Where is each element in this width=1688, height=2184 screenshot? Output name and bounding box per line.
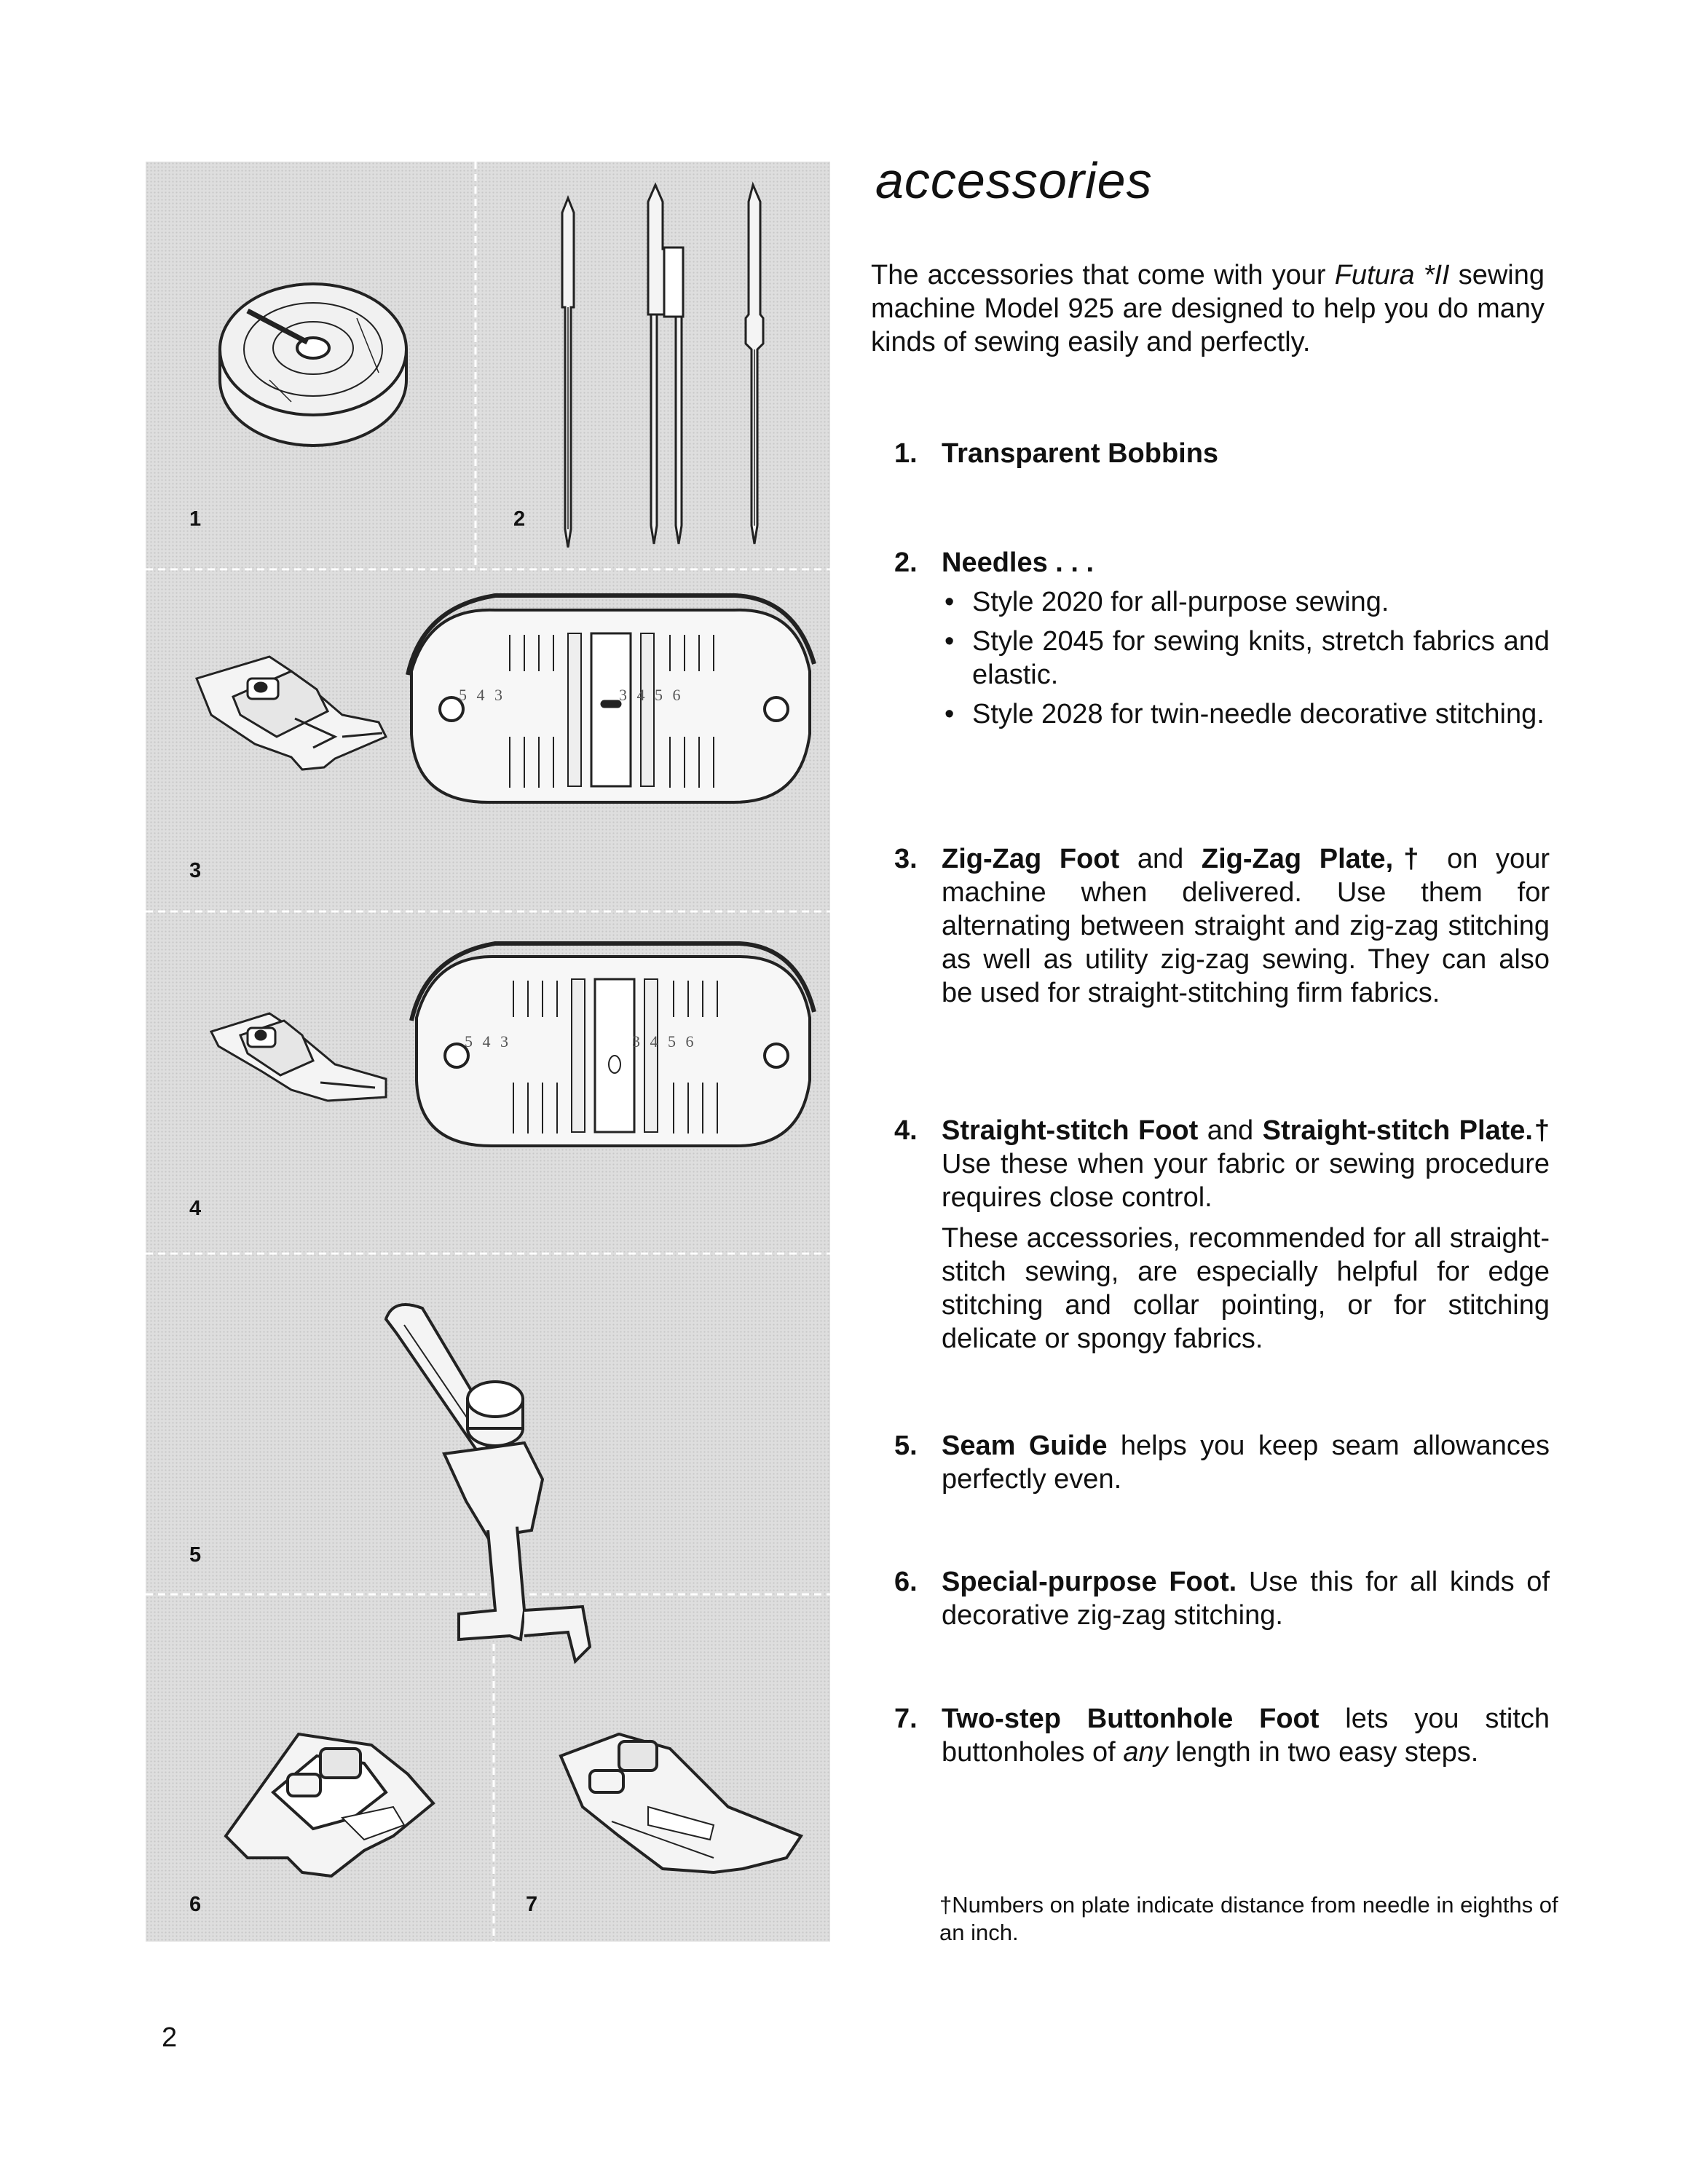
- accessory-item-7: 7. Two-step Buttonhole Foot lets you stitch buttonholes of any length in two easy steps.: [894, 1704, 1550, 1768]
- straight-stitch-plate-left-markings: 5 4 3: [465, 1032, 511, 1051]
- footnote: †Numbers on plate indicate distance from needle in eighths of an inch.: [939, 1892, 1558, 1945]
- straight-stitch-plate-right-markings: 3 4 5 6: [632, 1032, 697, 1051]
- item-title: Needles . . .: [942, 547, 1095, 578]
- figure-label-2: 2: [513, 507, 526, 531]
- accessory-item-1: [894, 437, 1550, 470]
- item-number: 1.: [894, 438, 918, 469]
- accessory-item-4: 4. Straight-stitch Foot and Straight-stitch Plate.† Use these when your fabric or sewing procedure requires close control. These accessories, recommended for all straight-stitch sewing, are especially helpful for edge stitching and collar pointing, or for stitching delicate or spongy fabrics.: [894, 1115, 1550, 1354]
- intro-brand-mark: *II: [1423, 260, 1450, 290]
- page-number: 2: [162, 2022, 178, 2053]
- buttonhole-foot-illustration: [561, 1734, 801, 1872]
- intro-brand-name: Futura: [1334, 260, 1415, 290]
- needle-style-list: [942, 585, 1550, 731]
- zig-zag-plate-right-markings: 3 4 5 6: [619, 686, 684, 704]
- accessories-illustration-panel: [146, 162, 830, 1942]
- intro-paragraph: [871, 258, 1545, 359]
- intro-text-before: The accessories that come with your: [871, 260, 1335, 290]
- straight-stitch-foot-illustration: [211, 1013, 386, 1101]
- list-item: • Style 2045 for sewing knits, stretch fabrics and elastic.: [944, 626, 1550, 690]
- item-number: 4.: [894, 1115, 918, 1146]
- zig-zag-plate-left-markings: 5 4 3: [459, 686, 505, 704]
- page-title: accessories: [875, 152, 1153, 209]
- accessory-item-5: 5. Seam Guide helps you keep seam allowances perfectly even.: [894, 1431, 1550, 1495]
- needles-illustration: [562, 185, 763, 547]
- special-purpose-foot-illustration: [226, 1734, 433, 1876]
- figure-label-6: 6: [189, 1893, 202, 1916]
- item-number: 6.: [894, 1567, 918, 1597]
- zig-zag-foot-illustration: [197, 657, 386, 769]
- list-item: • Style 2028 for twin-needle decorative stitching.: [944, 699, 1545, 729]
- item-number: 7.: [894, 1704, 918, 1734]
- accessory-item-3: 3. Zig-Zag Foot and Zig-Zag Plate,† on your machine when delivered. Use them for alternating between straight and zig-zag stitching as well as utility zig-zag sewing. They can also be used for straight-stitching firm fabrics.: [894, 844, 1550, 1008]
- figure-label-1: 1: [189, 507, 202, 531]
- figure-label-4: 4: [189, 1197, 202, 1220]
- list-item: • Style 2020 for all-purpose sewing.: [944, 587, 1389, 617]
- seam-guide-illustration: [386, 1305, 590, 1661]
- item-title: Transparent Bobbins: [942, 438, 1219, 469]
- intro-text-after: sewing machine Model 925 are designed to help you do many kinds of sewing easily and perfectly.: [871, 260, 1545, 357]
- item-number: 3.: [894, 844, 918, 874]
- item-number: 5.: [894, 1431, 918, 1461]
- accessory-item-6: 6. Special-purpose Foot. Use this for all kinds of decorative zig-zag stitching.: [894, 1567, 1550, 1631]
- figure-label-5: 5: [189, 1543, 202, 1567]
- figure-label-3: 3: [189, 859, 202, 882]
- item-number: 2.: [894, 547, 918, 578]
- bobbin-illustration: [220, 284, 406, 446]
- figure-label-7: 7: [526, 1893, 538, 1916]
- item-extra-paragraph: These accessories, recommended for all straight-stitch sewing, are especially helpful for edge stitching and collar pointing, or for stitching delicate or spongy fabrics.: [942, 1223, 1550, 1354]
- accessory-item-2: [894, 546, 1550, 737]
- accessories-illustrations: [146, 162, 830, 1942]
